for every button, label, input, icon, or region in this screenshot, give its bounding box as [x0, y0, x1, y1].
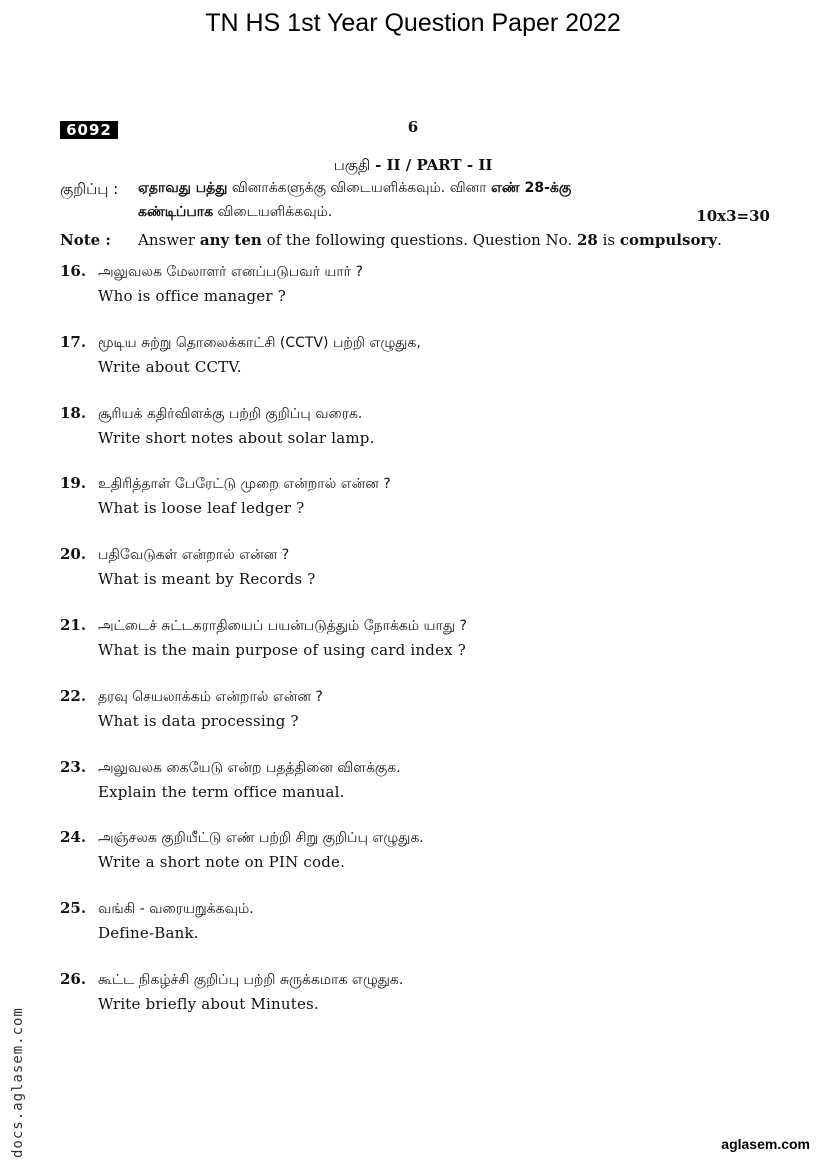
- note-english-is: is: [597, 231, 620, 249]
- note-english-label: Note :: [60, 231, 111, 249]
- question-number: 16.: [60, 262, 87, 280]
- note-tamil-bold-compulsory: கண்டிப்பாக: [138, 204, 214, 220]
- part-heading: [0, 156, 826, 176]
- question-text-tamil: அலுவலக கையேடு என்ற பதத்தினை விளக்குக.: [98, 759, 401, 776]
- note-tamil-text-1: வினாக்களுக்கு விடையளிக்கவும். வினா: [227, 180, 491, 196]
- question-text-tamil: உதிரித்தாள் பேரேட்டு முறை என்றால் என்ன ?: [98, 476, 391, 493]
- question-item: [60, 616, 780, 687]
- footer-brand: aglasem.com: [721, 1136, 810, 1152]
- question-text-tamil: பதிவேடுகள் என்றால் என்ன ?: [98, 547, 290, 564]
- note-tamil-bold-any-ten: ஏதாவது பத்து: [138, 180, 228, 196]
- question-text-english: What is meant by Records ?: [98, 570, 316, 589]
- question-text-tamil: கூட்ட நிகழ்ச்சி குறிப்பு பற்றி சுருக்கமாக எழுதுக.: [98, 971, 404, 988]
- question-text-tamil: அஞ்சலக குறியீட்டு எண் பற்றி சிறு குறிப்பு எழுதுக.: [98, 830, 424, 847]
- question-number: 22.: [60, 686, 87, 705]
- question-number: 24.: [60, 828, 87, 847]
- part-heading-tamil: பகுதி: [333, 156, 371, 174]
- note-english-compulsory: compulsory: [619, 231, 718, 249]
- marks-allocation: 10x3=30: [696, 207, 770, 225]
- side-watermark: docs.aglasem.com: [10, 1007, 26, 1158]
- part-heading-english: - II / PART - II: [375, 156, 493, 174]
- note-english-any-ten: any ten: [199, 231, 262, 249]
- question-text-english: Write a short note on PIN code.: [98, 853, 346, 872]
- note-english-q-number: 28: [576, 231, 598, 249]
- question-text-tamil: சூரியக் கதிர்விளக்கு பற்றி குறிப்பு வரைக.: [98, 405, 363, 422]
- note-english-end: .: [717, 231, 722, 249]
- question-text-tamil: அட்டைச் சுட்டகராதியைப் பயன்படுத்தும் நோக்கம் யாது ?: [98, 617, 467, 634]
- note-tamil-label: குறிப்பு :: [60, 180, 119, 198]
- question-number: 17.: [60, 332, 87, 351]
- question-text-english: Define-Bank.: [98, 924, 199, 943]
- question-number: 26.: [60, 969, 87, 988]
- question-item: [60, 758, 780, 829]
- question-text-tamil: மூடிய சுற்று தொலைக்காட்சி (CCTV) பற்றி எழுதுக,: [98, 334, 421, 351]
- note-english-mid: of the following questions. Question No.: [261, 231, 577, 249]
- note-tamil-line-2: [138, 204, 332, 222]
- note-english-text: [138, 231, 722, 249]
- note-tamil-line-1: [138, 180, 571, 198]
- note-tamil-text-2: விடையளிக்கவும்.: [213, 204, 333, 220]
- page-number: 6: [407, 118, 419, 136]
- note-tamil-bold-q28: எண் 28-க்கு: [490, 180, 572, 196]
- question-text-tamil: வங்கி - வரையறுக்கவும்.: [98, 901, 254, 918]
- question-text-english: What is data processing ?: [98, 711, 299, 730]
- question-item: [60, 474, 780, 545]
- paper-code-badge: 6092: [60, 121, 118, 139]
- question-number: 19.: [60, 474, 87, 493]
- question-item: [60, 899, 780, 970]
- question-text-english: Write short notes about solar lamp.: [98, 428, 375, 447]
- question-item: [60, 545, 780, 616]
- question-text-english: Write about CCTV.: [98, 357, 242, 376]
- question-item: [60, 262, 780, 333]
- question-text-tamil: தரவு செயலாக்கம் என்றால் என்ன ?: [98, 688, 323, 705]
- question-text-english: What is the main purpose of using card index ?: [98, 640, 467, 659]
- question-list: [60, 262, 780, 1041]
- question-item: [60, 828, 780, 899]
- question-item: [60, 687, 780, 758]
- question-text-english: Explain the term office manual.: [98, 782, 345, 801]
- question-text-english: What is loose leaf ledger ?: [98, 499, 305, 518]
- question-text-english: Who is office manager ?: [98, 287, 286, 305]
- question-number: 25.: [60, 899, 87, 918]
- question-number: 21.: [60, 615, 87, 634]
- question-item: [60, 333, 780, 404]
- question-number: 20.: [60, 545, 87, 564]
- question-number: 23.: [60, 757, 87, 776]
- question-number: 18.: [60, 403, 87, 422]
- note-english-pre: Answer: [138, 231, 200, 249]
- question-text-english: Write briefly about Minutes.: [98, 994, 319, 1013]
- question-item: [60, 970, 780, 1041]
- question-text-tamil: அலுவலக மேலாளர் எனப்படுபவர் யார் ?: [98, 264, 363, 280]
- question-item: [60, 404, 780, 475]
- page-title: TN HS 1st Year Question Paper 2022: [205, 9, 621, 37]
